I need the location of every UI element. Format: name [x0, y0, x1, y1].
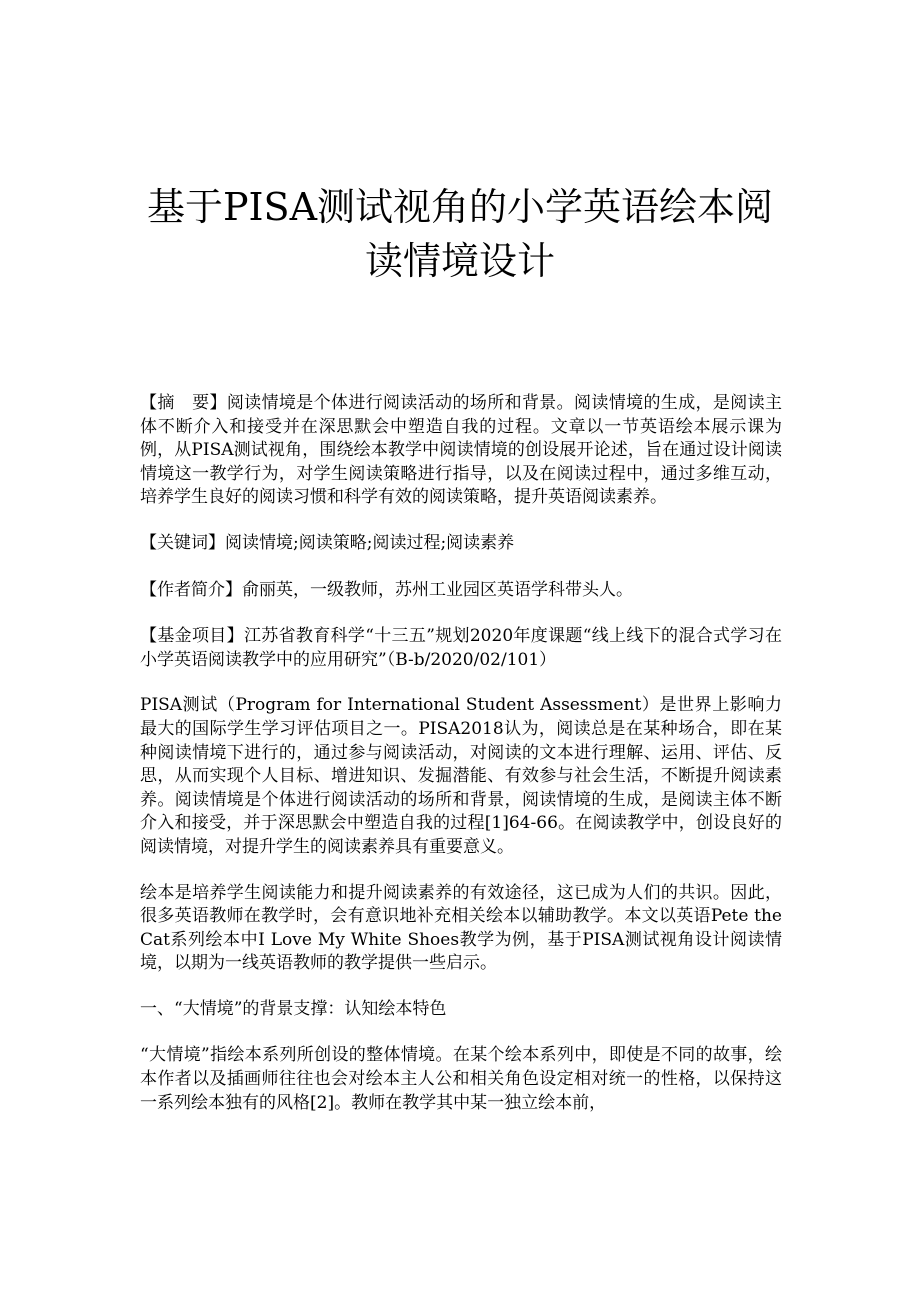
author-text: 俞丽英，一级教师，苏州工业园区英语学科带头人。 [242, 579, 633, 600]
abstract-paragraph [140, 392, 782, 510]
fund-label: 【基金项目】 [140, 626, 244, 647]
article-content [140, 392, 782, 1137]
body-paragraph-big-context: “大情境”指绘本系列所创设的整体情境。在某个绘本系列中，即使是不同的故事，绘本作者以及插画师往往也会对绘本主人公和相关角色设定相对统一的性格，以保持这一系列绘本独有的风格[2]。教师在教学其中某一独立绘本前， [140, 1045, 782, 1113]
paper-title-line-2: 读情境设计 [364, 239, 555, 283]
fund-paragraph [140, 625, 782, 672]
author-paragraph [140, 579, 782, 603]
keywords-paragraph [140, 532, 782, 556]
keywords-label: 【关键词】 [140, 532, 225, 553]
keywords-text: 阅读情境;阅读策略;阅读过程;阅读素养 [225, 532, 515, 553]
paper-title [60, 180, 860, 288]
author-label: 【作者简介】 [140, 579, 242, 600]
section-heading-1: 一、“大情境”的背景支撑：认知绘本特色 [140, 998, 447, 1019]
body-paragraph-pisa: PISA测试（Program for International Student Assessment）是世界上影响力最大的国际学生学习评估项目之一。PISA2018认为，阅读总是在某种场合，即在某种阅读情境下进行的，通过参与阅读活动，对阅读的文本进行理解、运用、评估、反思，从而实现个人目标、增进知识、发掘潜能、有效参与社会生活，不断提升阅读素养。阅读情境是个体进行阅读活动的场所和背景，阅读情境的生成，是阅读主体不断介入和接受，并于深思默会中塑造自我的过程[1]64-66。在阅读教学中，创设良好的阅读情境，对提升学生的阅读素养具有重要意义。 [140, 695, 782, 857]
abstract-label: 【摘 要】 [140, 393, 227, 413]
paper-title-line-1: 基于PISA测试视角的小学英语绘本阅 [146, 185, 774, 229]
abstract-text: 阅读情境是个体进行阅读活动的场所和背景。阅读情境的生成，是阅读主体不断介入和接受并在深思默会中塑造自我的过程。文章以一节英语绘本展示课为例，从PISA测试视角，围绕绘本教学中阅读情境的创设展开论述，旨在通过设计阅读情境这一教学行为，对学生阅读策略进行指导，以及在阅读过程中，通过多维互动，培养学生良好的阅读习惯和科学有效的阅读策略，提升英语阅读素养。 [140, 393, 783, 508]
body-paragraph-picture-book: 绘本是培养学生阅读能力和提升阅读素养的有效途径，这已成为人们的共识。因此，很多英语教师在教学时，会有意识地补充相关绘本以辅助教学。本文以英语Pete the Cat系列绘本中I Love My White Shoes教学为例，基于PISA测试视角设计阅读情境，以期为一线英语教师的教学提供一些启示。 [140, 882, 782, 974]
fund-text: 江苏省教育科学“十三五”规划2020年度课题“线上线下的混合式学习在小学英语阅读教学中的应用研究”（B-b/2020/02/101） [140, 626, 783, 670]
